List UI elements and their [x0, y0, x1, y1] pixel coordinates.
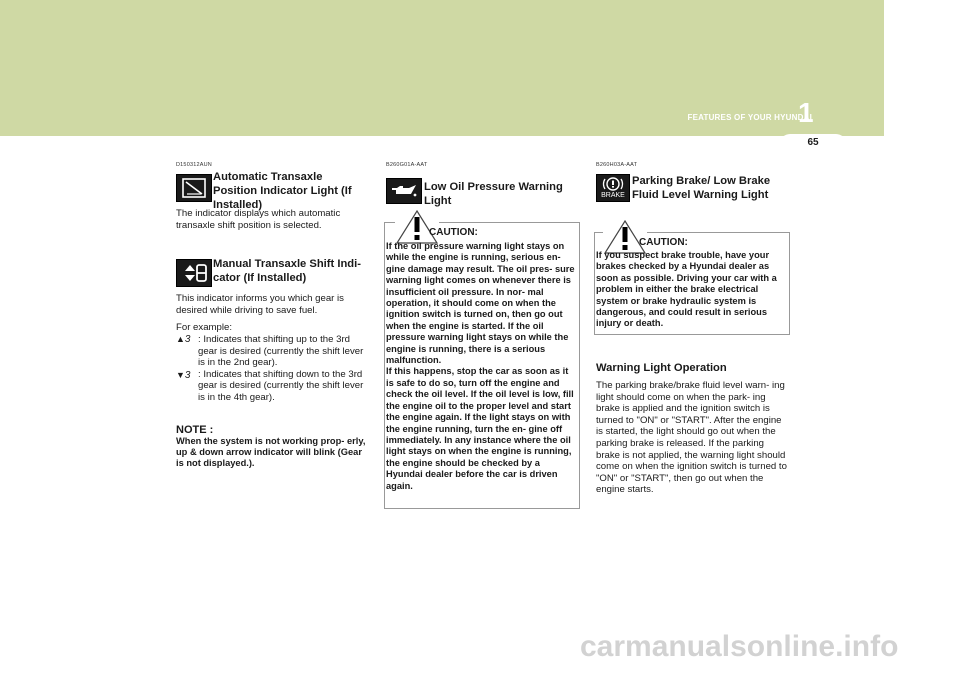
- section-title: FEATURES OF YOUR HYUNDAI: [687, 113, 812, 122]
- paragraph-warning-light-operation: The parking brake/brake fluid level warn- ing light should come on when the park- ing brake is applied and the ignition switch is turned to "ON" or "START". After the engine is started, the light should go out when the parking brake is released. If the parking brake is not applied, the warning light should come on when the ignition switch is turned to "ON" or "START", then go out when the engine starts.: [596, 380, 787, 496]
- heading-parking-brake: Parking Brake/ Low Brake Fluid Level Warning Light: [632, 175, 771, 201]
- caution-text-oil-2: If this happens, stop the car as soon as it is safe to do so, turn off the engine and check the oil level. If the oil level is low, fill the engine oil to the proper level and start the engine again. If the light stays on with the engine running, turn the en- gine off immediately. In any instance where the oil light stays on when the engine is running, the engine should be checked by a Hyundai dealer before the car is driven again.: [386, 366, 574, 491]
- caution-box-brake: [594, 232, 790, 335]
- shift-down-icon: ▼3: [176, 369, 191, 381]
- subheading-warning-light-operation: Warning Light Operation: [596, 362, 727, 374]
- page-number: 65: [807, 137, 819, 148]
- section-code: D150312AUN: [176, 162, 212, 168]
- note-text: When the system is not working prop- erly, up & down arrow indicator will blink (Gear is not displayed.).: [176, 435, 366, 469]
- caution-text-oil: If the oil pressure warning light stays on while the engine is running, serious en- gine damage may result. The oil pres- sure warning light comes on whenever there is insufficient oil pressure. In nor- mal operation, it should come on when the ignition switch is turned on, then go out when the engine is started. If the oil pressure warning light stays on while the engine is running, there is a serious malfunction.: [386, 241, 575, 366]
- caution-title: CAUTION:: [639, 237, 688, 248]
- column-3: [596, 162, 790, 220]
- oil-can-icon: [386, 178, 422, 204]
- section-code: B260G01A-AAT: [386, 162, 428, 168]
- note-title: NOTE :: [176, 423, 214, 436]
- warning-light-operation-section: [596, 362, 788, 496]
- section-code: B260H03A-AAT: [596, 162, 638, 168]
- margin-strip: [884, 0, 960, 678]
- caution-box-oil: [384, 222, 580, 509]
- column-2: [386, 162, 578, 207]
- example-item-up: [176, 334, 366, 369]
- for-example-label: For example:: [176, 322, 232, 334]
- transaxle-indicator-icon: [176, 174, 212, 202]
- example-item-down-text: : Indicates that shifting down to the 3rd gear is desired (currently the shift lever is in the 4th gear).: [198, 368, 364, 403]
- paragraph-automatic-transaxle: The indicator displays which automatic transaxle shift position is selected.: [176, 208, 341, 231]
- paragraph-manual-transaxle: This indicator informs you which gear is desired while driving to save fuel.: [176, 293, 344, 316]
- caution-title: CAUTION:: [429, 227, 478, 238]
- example-item-up-text: : Indicates that shifting up to the 3rd gear is desired (currently the shift lever is in the 2nd gear).: [198, 333, 364, 369]
- brake-icon-label: BRAKE: [601, 192, 625, 199]
- heading-manual-transaxle: Manual Transaxle Shift Indi- cator (If Installed): [213, 258, 361, 285]
- shift-up-icon: ▲3: [176, 333, 191, 345]
- caution-text-brake: If you suspect brake trouble, have your brakes checked by a Hyundai dealer as soon as possible. Driving your car with a problem in either the brake electrical system or brake hydraulic system is dangerous, and could result in serious injury or death.: [596, 250, 777, 329]
- heading-low-oil-pressure: Low Oil Pressure Warning Light: [424, 181, 563, 207]
- brake-warning-icon: [596, 174, 630, 202]
- shift-indicator-icon: [176, 259, 212, 287]
- watermark: carmanualsonline.info: [580, 630, 899, 663]
- example-item-down: [176, 369, 366, 404]
- heading-automatic-transaxle: Automatic Transaxle Position Indicator Light (If Installed): [213, 171, 352, 211]
- chapter-number: 1: [798, 97, 814, 128]
- column-1: [176, 162, 366, 470]
